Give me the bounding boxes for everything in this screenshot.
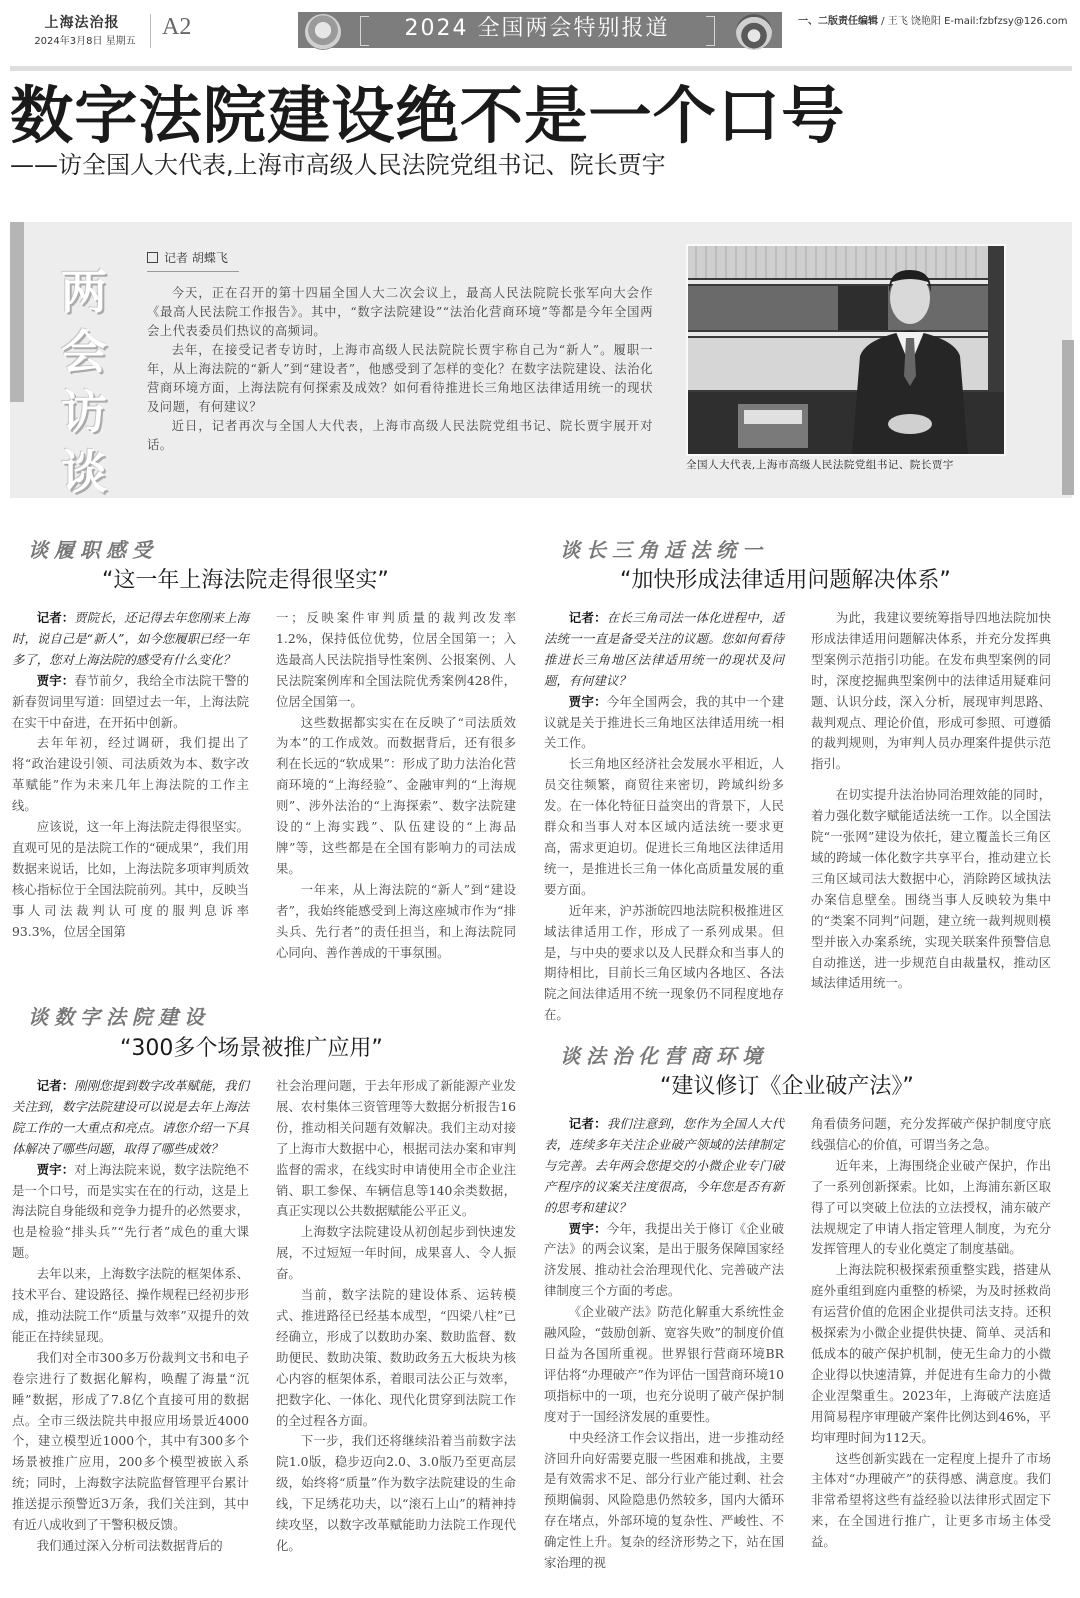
editor-label: 一、二版责任编辑 [798, 16, 878, 27]
paragraph: 上海法院积极探索预重整实践，搭建从庭外重组到庭内重整的桥梁，为及时拯救尚有运营价值的危困企业提供司法支持。还积极探索为小微企业提供快捷、简单、灵活和低成本的破产保护机制，使无生命力的小微企业得以快速清算，并促进有生命力的小微企业涅槃重生。2023年，上海破产法庭适用简易程序审理破产案件比例达到46%，平均审理时间为112天。 [811, 1262, 1051, 1445]
headline: 数字法院建设绝不是一个口号 [10, 79, 846, 152]
section-title: “这一年上海法院走得很坚实” [102, 568, 389, 593]
section-3-column-1 [12, 1076, 249, 1557]
subheadline: ——访全国人大代表,上海市高级人民法院党组书记、院长贾宇 [10, 151, 666, 179]
paragraph: 应该说，这一年上海法院走得很坚实。直观可见的是法院工作的“硬成果”，我们用数据来说话，比如，上海法院多项审判质效核心指标位于全国法院前列。其中，反映当事人司法裁判认可度的服判息诉率93.3%，位居全国第 [12, 819, 249, 939]
answer-paragraph [12, 1160, 249, 1265]
paragraph-text: 今年，我提出关于修订《企业破产法》的两会议案，是出于服务保障国家经济发展、推动社会治理现代化、完善破产法律制度三个方面的考虑。 [544, 1220, 785, 1299]
byline [147, 249, 239, 272]
paragraph: 近年来，上海围绕企业破产保护，作出了一系列创新探索。比如，上海浦东新区取得了可以突破上位法的立法授权，浦东破产法规规定了申请人指定管理人制度，为充分发挥管理人的专业化奠定了制度基础。 [811, 1157, 1051, 1257]
paragraph-text: 在长三角司法一体化进程中，适法统一一直是备受关注的议题。您如何看待推进长三角地区法律适用统一的现状及问题，有何建议？ [544, 610, 785, 688]
speaker-label: 记者： [36, 610, 75, 625]
paragraph: 我们对全市300多万份裁判文书和电子卷宗进行了数据化解构，唤醒了海量“沉睡”数据，形成了7.8亿个直接可用的数据点。全市三级法院共申报应用场景近4000个，建立模型近1000个，其中有300多个场景被推广应用，200多个模型被嵌入系统；同时，上海数字法院监督管理平台累计推送提示预警近3万条，我们关注到，其中有近八成收到了干警积极反馈。 [12, 1349, 249, 1533]
paragraph: 下一步，我们还将继续沿着当前数字法院1.0版，稳步迈向2.0、3.0版乃至更高层级，始终将“质量”作为数字法院建设的生命线，下足绣花功夫，以“滚石上山”的精神持续攻坚，以数字改革赋能助力法院工作现代化。 [276, 1433, 516, 1553]
intro-paragraph: 近日，记者再次与全国人大代表，上海市高级人民法院党组书记、院长贾宇展开对话。 [147, 419, 653, 452]
intro-accent-bar-right [1062, 340, 1074, 495]
paragraph: 一；反映案件审判质量的裁判改发率1.2%，保持低位优势，位居全国第一；入选最高人民法院指导性案例、公报案例、人民法院案例库和全国法院优秀案例428件，位居全国第一。 [276, 610, 516, 709]
intro-paragraph: 去年，在接受记者专访时，上海市高级人民法院院长贾宇称自己为“新人”。履职一年，从上海法院的“新人”到“建设者”，他感受到了怎样的变化？在数字法院建设、法治化营商环境方面，上海法院有何探索及成效？如何看待推进长三角地区法律适用统一的现状及问题，有何建议？ [147, 343, 653, 414]
paragraph: 我们通过深入分析司法数据背后的 [36, 1537, 223, 1553]
question-paragraph [544, 1114, 784, 1219]
section-4-column-2 [811, 1114, 1051, 1553]
banner-title: 2024 全国两会特别报道 [404, 16, 670, 41]
editor-info [798, 12, 1067, 27]
paragraph-text: 对上海法院来说，数字法院绝不是一个口号，而是实实在在的行动，这是上海法院自身能级和竞争力提升的必然要求，也是检验“排头兵”“先行者”成色的重大课题。 [12, 1161, 250, 1261]
section-2-column-1 [544, 608, 784, 1026]
photo-caption: 全国人大代表,上海市高级人民法院党组书记、院长贾宇 [686, 459, 954, 471]
masthead-divider [150, 14, 151, 48]
section-title: “加快形成法律适用问题解决体系” [620, 568, 951, 593]
speaker-label: 贾宇： [568, 1220, 607, 1236]
byline-square-icon [147, 252, 158, 263]
paragraph: 上海数字法院建设从初创起步到快速发展，不过短短一年时间，成果喜人、令人振奋。 [276, 1224, 516, 1282]
intro-accent-bar-left [10, 222, 24, 402]
section-2-column-2 [811, 608, 1051, 994]
intro-paragraph: 今天，正在召开的第十四届全国人大二次会议上，最高人民法院院长张军向大会作《最高人民法院工作报告》。其中，“数字法院建设”“法治化营商环境”等都是今年全国两会上代表委员们热议的高频词。 [147, 286, 653, 338]
speaker-label: 贾宇： [568, 693, 607, 709]
section-kicker: 谈数字法院建设 [28, 1005, 210, 1029]
section-1-column-1 [12, 608, 249, 943]
question-paragraph [544, 608, 784, 692]
cppcc-emblem-icon [736, 14, 772, 50]
editor-email[interactable]: E-mail:fzbfzsy@126.com [944, 16, 1068, 27]
section-1-column-2 [276, 608, 516, 963]
section-kicker: 谈长三角适法统一 [560, 538, 768, 562]
masthead-rule [10, 66, 1072, 71]
paragraph-text: 今年全国两会，我的其中一个建议就是关于推进长三角地区法律适用统一相关工作。 [544, 693, 785, 751]
paragraph-text: 刚刚您提到数字改革赋能，我们关注到，数字法院建设可以说是去年上海法院工作的一大重点和亮点。请您介绍一下具体解决了哪些问题，取得了哪些成效？ [12, 1078, 250, 1156]
paragraph: 去年以来，上海数字法院的框架体系、技术平台、建设路径、操作规程已经初步形成，推动法院工作“质量与效率”双提升的效能正在持续显现。 [12, 1266, 249, 1344]
paragraph: 去年年初，经过调研，我们提出了将“政治建设引领、司法质效为本、数字改革赋能”作为未来几年上海法院的工作主线。 [12, 735, 249, 814]
speaker-label: 记者： [568, 610, 607, 625]
question-paragraph [12, 608, 249, 671]
section-title: “300多个场景被推广应用” [120, 1036, 383, 1061]
bracket-right-decoration [706, 16, 715, 46]
column-tag: 两会访谈 [61, 265, 107, 499]
paragraph: 社会治理问题，于去年形成了新能源产业发展、农村集体三资管理等大数据分析报告16份，推动相关问题有效解决。我们主动对接了上海市大数据中心，根据司法办案和审判监督的需求，在线实时申请使用全市企业注销、职工参保、车辆信息等140余类数据，真正实现以公共数据赋能公平正义。 [276, 1078, 516, 1219]
speaker-label: 记者： [36, 1078, 75, 1093]
newspaper-name: 上海法治报 [44, 15, 120, 31]
paragraph: 长三角地区经济社会发展水平相近，人员交往频繁，商贸往来密切，跨域纠纷多发。在一体化特征日益突出的背景下，人民群众和当事人对本区域内适法统一要求更高，需求更迫切。促进长三角地区法律适用统一，是推进长三角一体化高质量发展的重要方面。 [544, 756, 784, 897]
section-3-column-2 [276, 1076, 516, 1557]
paragraph-text: 贾院长，还记得去年您刚来上海时，说自己是“新人”，如今您履职已经一年多了，您对上海法院的感受有什么变化？ [12, 610, 250, 667]
paragraph: 角看债务问题，充分发挥破产保护制度守底线强信心的价值，可谓当务之急。 [811, 1116, 1051, 1152]
paragraph: 这些创新实践在一定程度上提升了市场主体对“办理破产”的获得感、满意度。我们非常希望将这些有益经验以法律形式固定下来，在全国进行推广，让更多市场主体受益。 [811, 1450, 1051, 1550]
paragraph: 近年来，沪苏浙皖四地法院积极推进区域法律适用工作，形成了一系列成果。但是，与中央的要求以及人民群众和当事人的期待相比，目前长三角区域内各地区、各法院之间法律适用不统一现象仍不同程度地存在。 [544, 902, 784, 1023]
page-number: A2 [162, 14, 192, 40]
paragraph: 为此，我建议要统筹指导四地法院加快形成法律适用问题解决体系，并充分发挥典型案例示范指引功能。在发布典型案例的同时，深度挖掘典型案例中的法律适用疑难问题、认识分歧，深入分析，展现审判思路、裁判观点、理论价值，形成可参照、可遵循的裁判规则，为审判人员办理案件提供示范指引。 [811, 610, 1051, 772]
bracket-left-decoration [360, 16, 369, 46]
national-emblem-icon [305, 14, 341, 50]
speaker-label: 贾宇： [36, 1161, 75, 1177]
paragraph: 一年来，从上海法院的“新人”到“建设者”，我始终能感受到上海这座城市作为“排头兵、先行者”的责任担当，和上海法院同心同向、善作善成的干事氛围。 [276, 881, 516, 960]
answer-paragraph [544, 1219, 784, 1303]
intro-text [147, 284, 653, 455]
issue-date: 2024年3月8日 星期五 [34, 36, 136, 47]
paragraph: 《企业破产法》防范化解重大系统性金融风险，“鼓励创新、宽容失败”的制度价值日益为各国所重视。世界银行营商环境BR评估将“办理破产”作为评估一国营商环境10项指标中的一项，也充分说明了破产保护制度对于一国经济发展的重要性。 [544, 1304, 784, 1424]
question-paragraph [12, 1076, 249, 1160]
section-4-column-1 [544, 1114, 784, 1574]
section-title: “建议修订《企业破产法》” [660, 1074, 914, 1099]
paragraph-text: 我们注意到，您作为全国人大代表，连续多年关注企业破产领域的法律制定与完善。去年两会您提交的小微企业专门破产程序的议案关注度很高，今年您是否有新的思考和建议？ [544, 1116, 785, 1215]
paragraph: 当前，数字法院的建设体系、运转模式、推进路径已经基本成型，“四梁八柱”已经确立，形成了以数助办案、数助监督、数助便民、数助决策、数助政务五大板块为核心内容的框架体系，着眼司法公正与效率，把数字化、一体化、现代化贯穿到法院工作的全过程各方面。 [276, 1287, 516, 1428]
answer-paragraph [12, 671, 249, 734]
paragraph: 在切实提升法治协同治理效能的同时，着力强化数字赋能适法统一工作。以全国法院“一张网”建设为依托，建立覆盖长三角区域的跨域一体化数字共享平台，推动建立长三角区域司法大数据中心，消除跨区域执法办案信息壁垒。围绕当事人反映较为集中的“类案不同判”问题，建立统一裁判规则模型并嵌入办案系统，实现关联案件预警信息自动推送，进一步规范自由裁量权，推动区域法律适用统一。 [811, 787, 1051, 991]
answer-paragraph [544, 692, 784, 755]
paragraph-text: 春节前夕，我给全市法院干警的新春贺词里写道：回望过去一年，上海法院在实干中奋进，在开拓中创新。 [12, 672, 250, 730]
section-kicker: 谈法治化营商环境 [560, 1044, 768, 1068]
speaker-label: 贾宇： [36, 672, 75, 688]
editor-names: / 王飞 饶艳阳 [878, 16, 945, 27]
portrait-photo [686, 244, 1006, 456]
byline-author: 记者 胡蝶飞 [164, 251, 228, 265]
speaker-label: 记者： [568, 1116, 607, 1131]
paragraph: 这些数据都实实在在反映了“司法质效为本”的工作成效。而数据背后，还有很多利在长远的“软成果”：形成了助力法治化营商环境的“上海经验”、金融审判的“上海规则”、涉外法治的“上海探索”、数字法院建设的“上海实践”、队伍建设的“上海品牌”等，这些都是在全国有影响力的司法成果。 [276, 714, 516, 876]
section-kicker: 谈履职感受 [28, 538, 158, 562]
paragraph: 中央经济工作会议指出，进一步推动经济回升向好需要克服一些困难和挑战，主要是有效需求不足、部分行业产能过剩、社会预期偏弱、风险隐患仍然较多，国内大循环存在堵点，外部环境的复杂性、严峻性、不确定性上升。复杂的经济形势之下，站在国家治理的视 [544, 1429, 784, 1571]
